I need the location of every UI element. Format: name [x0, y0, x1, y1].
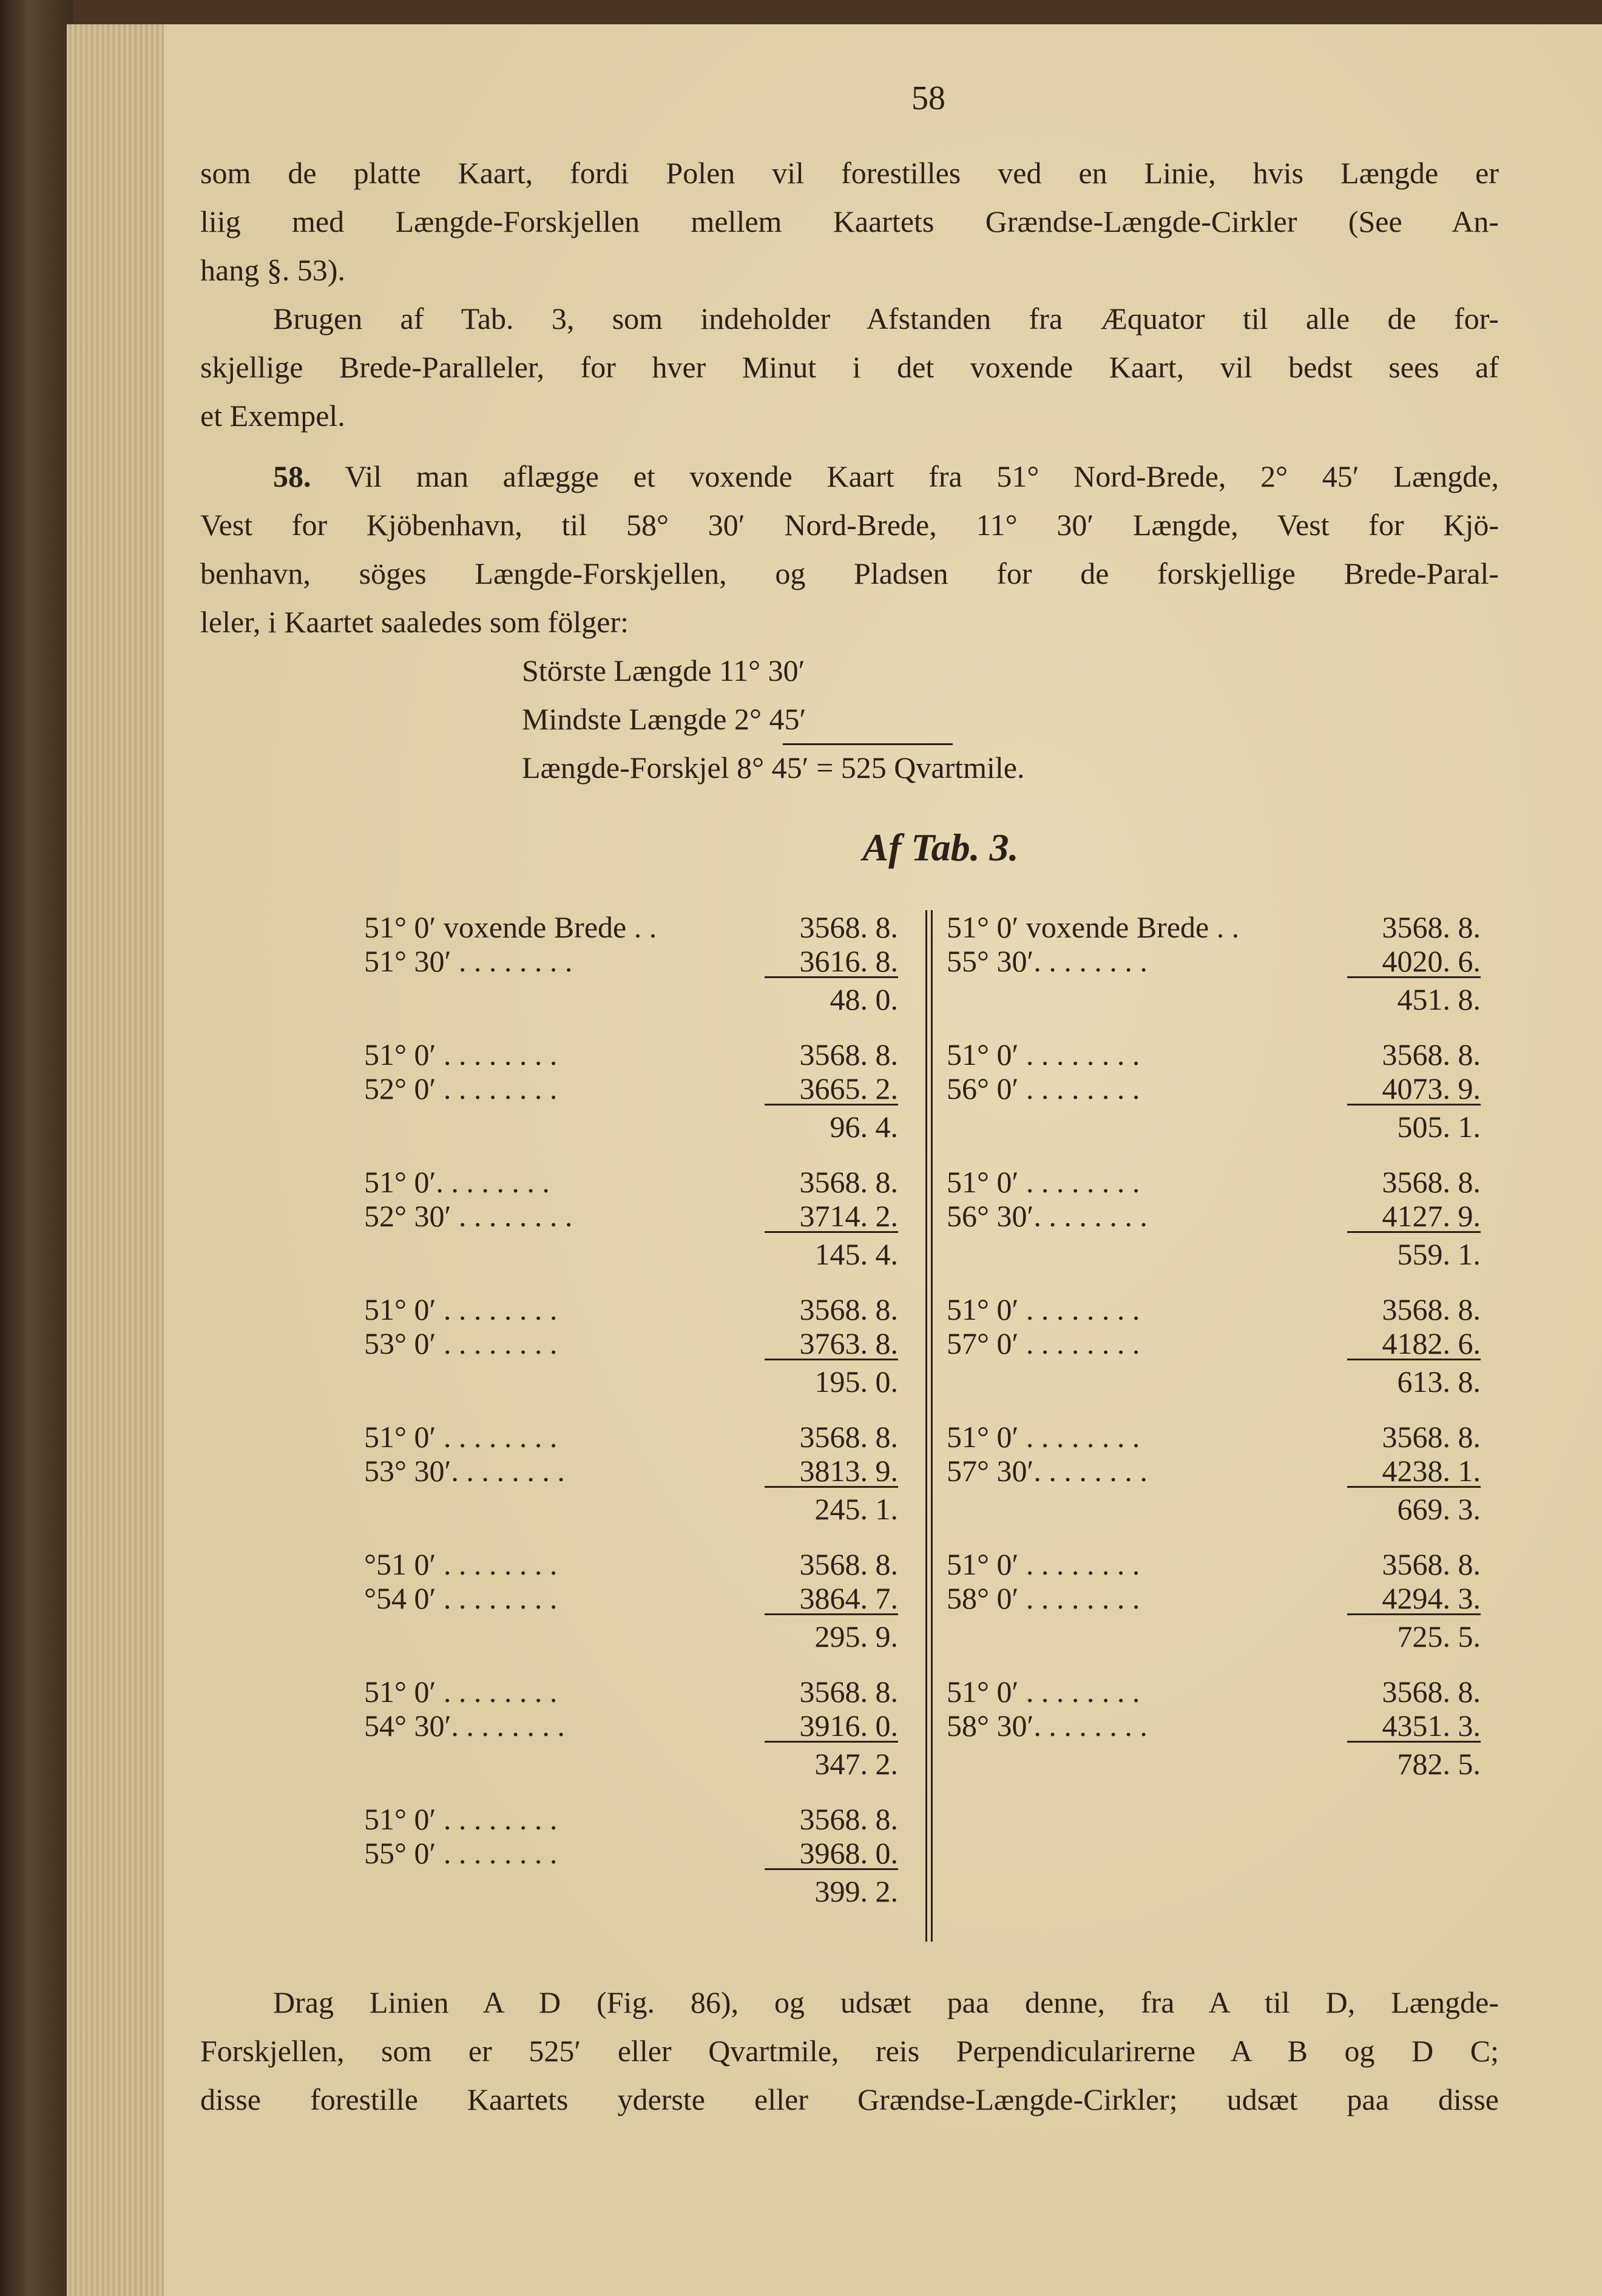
table-row	[947, 910, 1493, 944]
parallel-distance: 3568. 8.	[1382, 1547, 1481, 1581]
latitude-label: 58° 0′ . . . . . . . .	[947, 1581, 1140, 1615]
parallel-distance: 3568. 8.	[799, 910, 898, 944]
table-title: Af Tab. 3.	[862, 826, 1019, 869]
table-row	[947, 1292, 1493, 1326]
parallel-distance: 3568. 8.	[799, 1802, 898, 1836]
difference-row	[947, 1615, 1493, 1658]
table-row	[947, 1675, 1493, 1709]
table-row	[947, 1454, 1493, 1488]
table-row	[364, 1581, 910, 1615]
latitude-label: °54 0′ . . . . . . . .	[364, 1581, 558, 1615]
text-line: leler, i Kaartet saaledes som fölger:	[200, 605, 629, 639]
text-line: Forskjellen, som er 525′ eller Qvartmile, reis Perpendicularirerne A B og D C;	[200, 2034, 1499, 2068]
latitude-label: 51° 0′ . . . . . . . .	[947, 1165, 1140, 1199]
parallel-distance: 3568. 8.	[799, 1547, 898, 1581]
latitude-label: 57° 30′. . . . . . . .	[947, 1454, 1147, 1488]
table-row	[364, 1547, 910, 1581]
table-group	[364, 1292, 910, 1420]
latitude-label: 51° 0′ . . . . . . . .	[947, 1547, 1140, 1581]
table-row	[364, 1326, 910, 1360]
parallel-distance: 3568. 8.	[1382, 1420, 1481, 1454]
table-row	[947, 1072, 1493, 1106]
table-group	[947, 1675, 1493, 1802]
text-line: benhavn, söges Længde-Forskjellen, og Pladsen for de forskjellige Brede-Paral-	[200, 556, 1499, 590]
parallel-distance: 3665. 2.	[765, 1072, 898, 1106]
paragraph-4	[200, 1978, 1499, 2124]
table-group	[947, 1165, 1493, 1292]
table-group	[947, 1292, 1493, 1420]
table-row	[364, 1072, 910, 1106]
difference-row	[364, 1743, 910, 1785]
paragraph-2	[200, 294, 1499, 440]
page-number: 58	[911, 79, 945, 117]
section-number: 58.	[273, 459, 311, 493]
difference-row	[364, 1615, 910, 1658]
text-line: hang §. 53).	[200, 253, 345, 287]
parallel-distance: 3568. 8.	[799, 1420, 898, 1454]
parallel-distance: 3616. 8.	[765, 944, 898, 978]
table-row	[947, 1199, 1493, 1233]
table-group	[364, 1547, 910, 1675]
table-row	[947, 1709, 1493, 1743]
paragraph-3	[200, 452, 1499, 646]
parallel-distance: 4294. 3.	[1347, 1581, 1481, 1615]
table-row	[364, 1802, 910, 1836]
parallel-distance: 3568. 8.	[1382, 1038, 1481, 1072]
table-group	[364, 1038, 910, 1165]
table-row	[947, 1420, 1493, 1454]
latitude-label: 51° 0′ . . . . . . . .	[364, 1038, 558, 1072]
parallel-distance: 3763. 8.	[765, 1326, 898, 1360]
difference-row	[364, 1360, 910, 1403]
difference-value: 782. 5.	[1397, 1747, 1481, 1781]
table-row	[364, 1038, 910, 1072]
parallel-distance: 3568. 8.	[799, 1038, 898, 1072]
difference-row	[364, 1106, 910, 1148]
latitude-table	[364, 910, 1505, 1954]
difference-value: 347. 2.	[814, 1747, 898, 1781]
parallel-distance: 4073. 9.	[1347, 1072, 1481, 1106]
difference-row	[364, 1233, 910, 1275]
table-group	[947, 910, 1493, 1038]
difference-row	[364, 978, 910, 1021]
calc-row	[522, 695, 1025, 743]
difference-value: 451. 8.	[1397, 982, 1481, 1016]
parallel-distance: 3714. 2.	[765, 1199, 898, 1233]
table-row	[947, 1547, 1493, 1581]
table-row	[364, 1709, 910, 1743]
latitude-label: 51° 0′ . . . . . . . .	[947, 1420, 1140, 1454]
difference-value: 669. 3.	[1397, 1492, 1481, 1526]
table-row	[947, 1581, 1493, 1615]
text-line: et Exempel.	[200, 399, 345, 433]
parallel-distance: 3568. 8.	[1382, 910, 1481, 944]
parallel-distance: 3568. 8.	[1382, 1675, 1481, 1709]
table-row	[364, 1292, 910, 1326]
paragraph-1	[200, 149, 1499, 294]
calc-value: 11° 30′	[718, 653, 805, 687]
latitude-label: 55° 30′. . . . . . . .	[947, 944, 1147, 978]
latitude-label: 54° 30′. . . . . . . .	[364, 1709, 565, 1743]
difference-value: 145. 4.	[814, 1237, 898, 1271]
table-group	[364, 1165, 910, 1292]
latitude-label: 51° 0′ . . . . . . . .	[947, 1292, 1140, 1326]
calc-value: 8° 45′	[737, 751, 809, 785]
table-row	[364, 1454, 910, 1488]
table-row	[364, 944, 910, 978]
table-row	[364, 1165, 910, 1199]
calc-value: 2° 45′	[734, 702, 806, 736]
calc-label: Störste Længde	[522, 653, 712, 687]
latitude-label: 51° 0′ . . . . . . . .	[364, 1675, 558, 1709]
difference-row	[947, 1233, 1493, 1275]
table-row	[364, 910, 910, 944]
text-line: Vest for Kjöbenhavn, til 58° 30′ Nord-Brede, 11° 30′ Længde, Vest for Kjö-	[200, 508, 1499, 542]
table-group	[364, 1802, 910, 1930]
difference-value: 245. 1.	[814, 1492, 898, 1526]
table-group	[364, 1420, 910, 1547]
latitude-label: 58° 30′. . . . . . . .	[947, 1709, 1147, 1743]
difference-value: 48. 0.	[830, 982, 898, 1016]
table-row	[947, 1326, 1493, 1360]
difference-value: 505. 1.	[1397, 1110, 1481, 1144]
parallel-distance: 4020. 6.	[1347, 944, 1481, 978]
parallel-distance: 4182. 6.	[1347, 1326, 1481, 1360]
table-row	[364, 1675, 910, 1709]
latitude-label: 52° 30′ . . . . . . . .	[364, 1199, 573, 1233]
text-line-content: Vil man aflægge et voxende Kaart fra 51° Nord-Brede, 2° 45′ Længde,	[345, 459, 1499, 493]
difference-value: 613. 8.	[1397, 1365, 1481, 1399]
calc-result: 525 Qvartmile.	[840, 751, 1025, 785]
latitude-label: 51° 0′ . . . . . . . .	[364, 1420, 558, 1454]
table-right-column	[947, 910, 1493, 1802]
latitude-label: 53° 0′ . . . . . . . .	[364, 1326, 558, 1360]
latitude-label: 57° 0′ . . . . . . . .	[947, 1326, 1140, 1360]
page-edges	[67, 24, 170, 2296]
parallel-distance: 3568. 8.	[799, 1675, 898, 1709]
parallel-distance: 3864. 7.	[765, 1581, 898, 1615]
table-left-column	[364, 910, 910, 1930]
parallel-distance: 3568. 8.	[1382, 1165, 1481, 1199]
table-row	[947, 944, 1493, 978]
table-row	[947, 1038, 1493, 1072]
table-row	[947, 1165, 1493, 1199]
table-group	[947, 1420, 1493, 1547]
longitude-calculation	[522, 646, 1025, 792]
parallel-distance: 3813. 9.	[765, 1454, 898, 1488]
difference-value: 195. 0.	[814, 1365, 898, 1399]
text-line	[200, 452, 1499, 501]
parallel-distance: 3968. 0.	[765, 1836, 898, 1870]
calc-row	[522, 646, 1025, 695]
calc-label: Længde-Forskjel	[522, 751, 729, 785]
difference-value: 96. 4.	[830, 1110, 898, 1144]
equals-sign: =	[816, 751, 834, 785]
parallel-distance: 3568. 8.	[1382, 1292, 1481, 1326]
difference-row	[364, 1870, 910, 1913]
difference-row	[947, 978, 1493, 1021]
latitude-label: 51° 0′ . . . . . . . .	[364, 1802, 558, 1836]
parallel-distance: 4351. 3.	[1347, 1709, 1481, 1743]
latitude-label: °51 0′ . . . . . . . .	[364, 1547, 558, 1581]
latitude-label: 55° 0′ . . . . . . . .	[364, 1836, 558, 1870]
difference-row	[364, 1488, 910, 1530]
difference-row	[947, 1360, 1493, 1403]
sum-rule	[783, 743, 953, 745]
latitude-label: 51° 0′. . . . . . . .	[364, 1165, 550, 1199]
table-row	[364, 1420, 910, 1454]
latitude-label: 51° 0′ voxende Brede . .	[947, 910, 1240, 944]
latitude-label: 52° 0′ . . . . . . . .	[364, 1072, 558, 1106]
latitude-label: 51° 0′ . . . . . . . .	[947, 1038, 1140, 1072]
difference-row	[947, 1488, 1493, 1530]
table-row	[364, 1199, 910, 1233]
difference-value: 559. 1.	[1397, 1237, 1481, 1271]
table-group	[364, 1675, 910, 1802]
difference-value: 295. 9.	[814, 1619, 898, 1653]
latitude-label: 56° 30′. . . . . . . .	[947, 1199, 1147, 1233]
difference-value: 725. 5.	[1397, 1619, 1481, 1653]
difference-value: 399. 2.	[814, 1874, 898, 1908]
latitude-label: 56° 0′ . . . . . . . .	[947, 1072, 1140, 1106]
calc-label: Mindste Længde	[522, 702, 727, 736]
text-line: Brugen af Tab. 3, som indeholder Afstanden fra Æquator til alle de for-	[273, 302, 1499, 336]
text-line: liig med Længde-Forskjellen mellem Kaartets Grændse-Længde-Cirkler (See An-	[200, 204, 1499, 238]
text-line: Drag Linien A D (Fig. 86), og udsæt paa denne, fra A til D, Længde-	[273, 1985, 1499, 2019]
latitude-label: 51° 0′ . . . . . . . .	[947, 1675, 1140, 1709]
text-line: skjellige Brede-Paralleler, for hver Minut i det voxende Kaart, vil bedst sees af	[200, 350, 1499, 384]
table-group	[947, 1038, 1493, 1165]
latitude-label: 53° 30′. . . . . . . .	[364, 1454, 565, 1488]
column-divider	[925, 910, 933, 1942]
parallel-distance: 3916. 0.	[765, 1709, 898, 1743]
parallel-distance: 3568. 8.	[799, 1292, 898, 1326]
latitude-label: 51° 0′ voxende Brede . .	[364, 910, 657, 944]
latitude-label: 51° 30′ . . . . . . . .	[364, 944, 573, 978]
parallel-distance: 4238. 1.	[1347, 1454, 1481, 1488]
difference-row	[947, 1743, 1493, 1785]
difference-row	[947, 1106, 1493, 1148]
table-row	[364, 1836, 910, 1870]
text-line: disse forestille Kaartets yderste eller Grændse-Længde-Cirkler; udsæt paa disse	[200, 2082, 1499, 2116]
latitude-label: 51° 0′ . . . . . . . .	[364, 1292, 558, 1326]
parallel-distance: 4127. 9.	[1347, 1199, 1481, 1233]
table-group	[364, 910, 910, 1038]
calc-row	[522, 743, 1025, 792]
text-line: som de platte Kaart, fordi Polen vil forestilles ved en Linie, hvis Længde er	[200, 156, 1499, 190]
table-group	[947, 1547, 1493, 1675]
book-spine	[0, 0, 73, 2296]
parallel-distance: 3568. 8.	[799, 1165, 898, 1199]
